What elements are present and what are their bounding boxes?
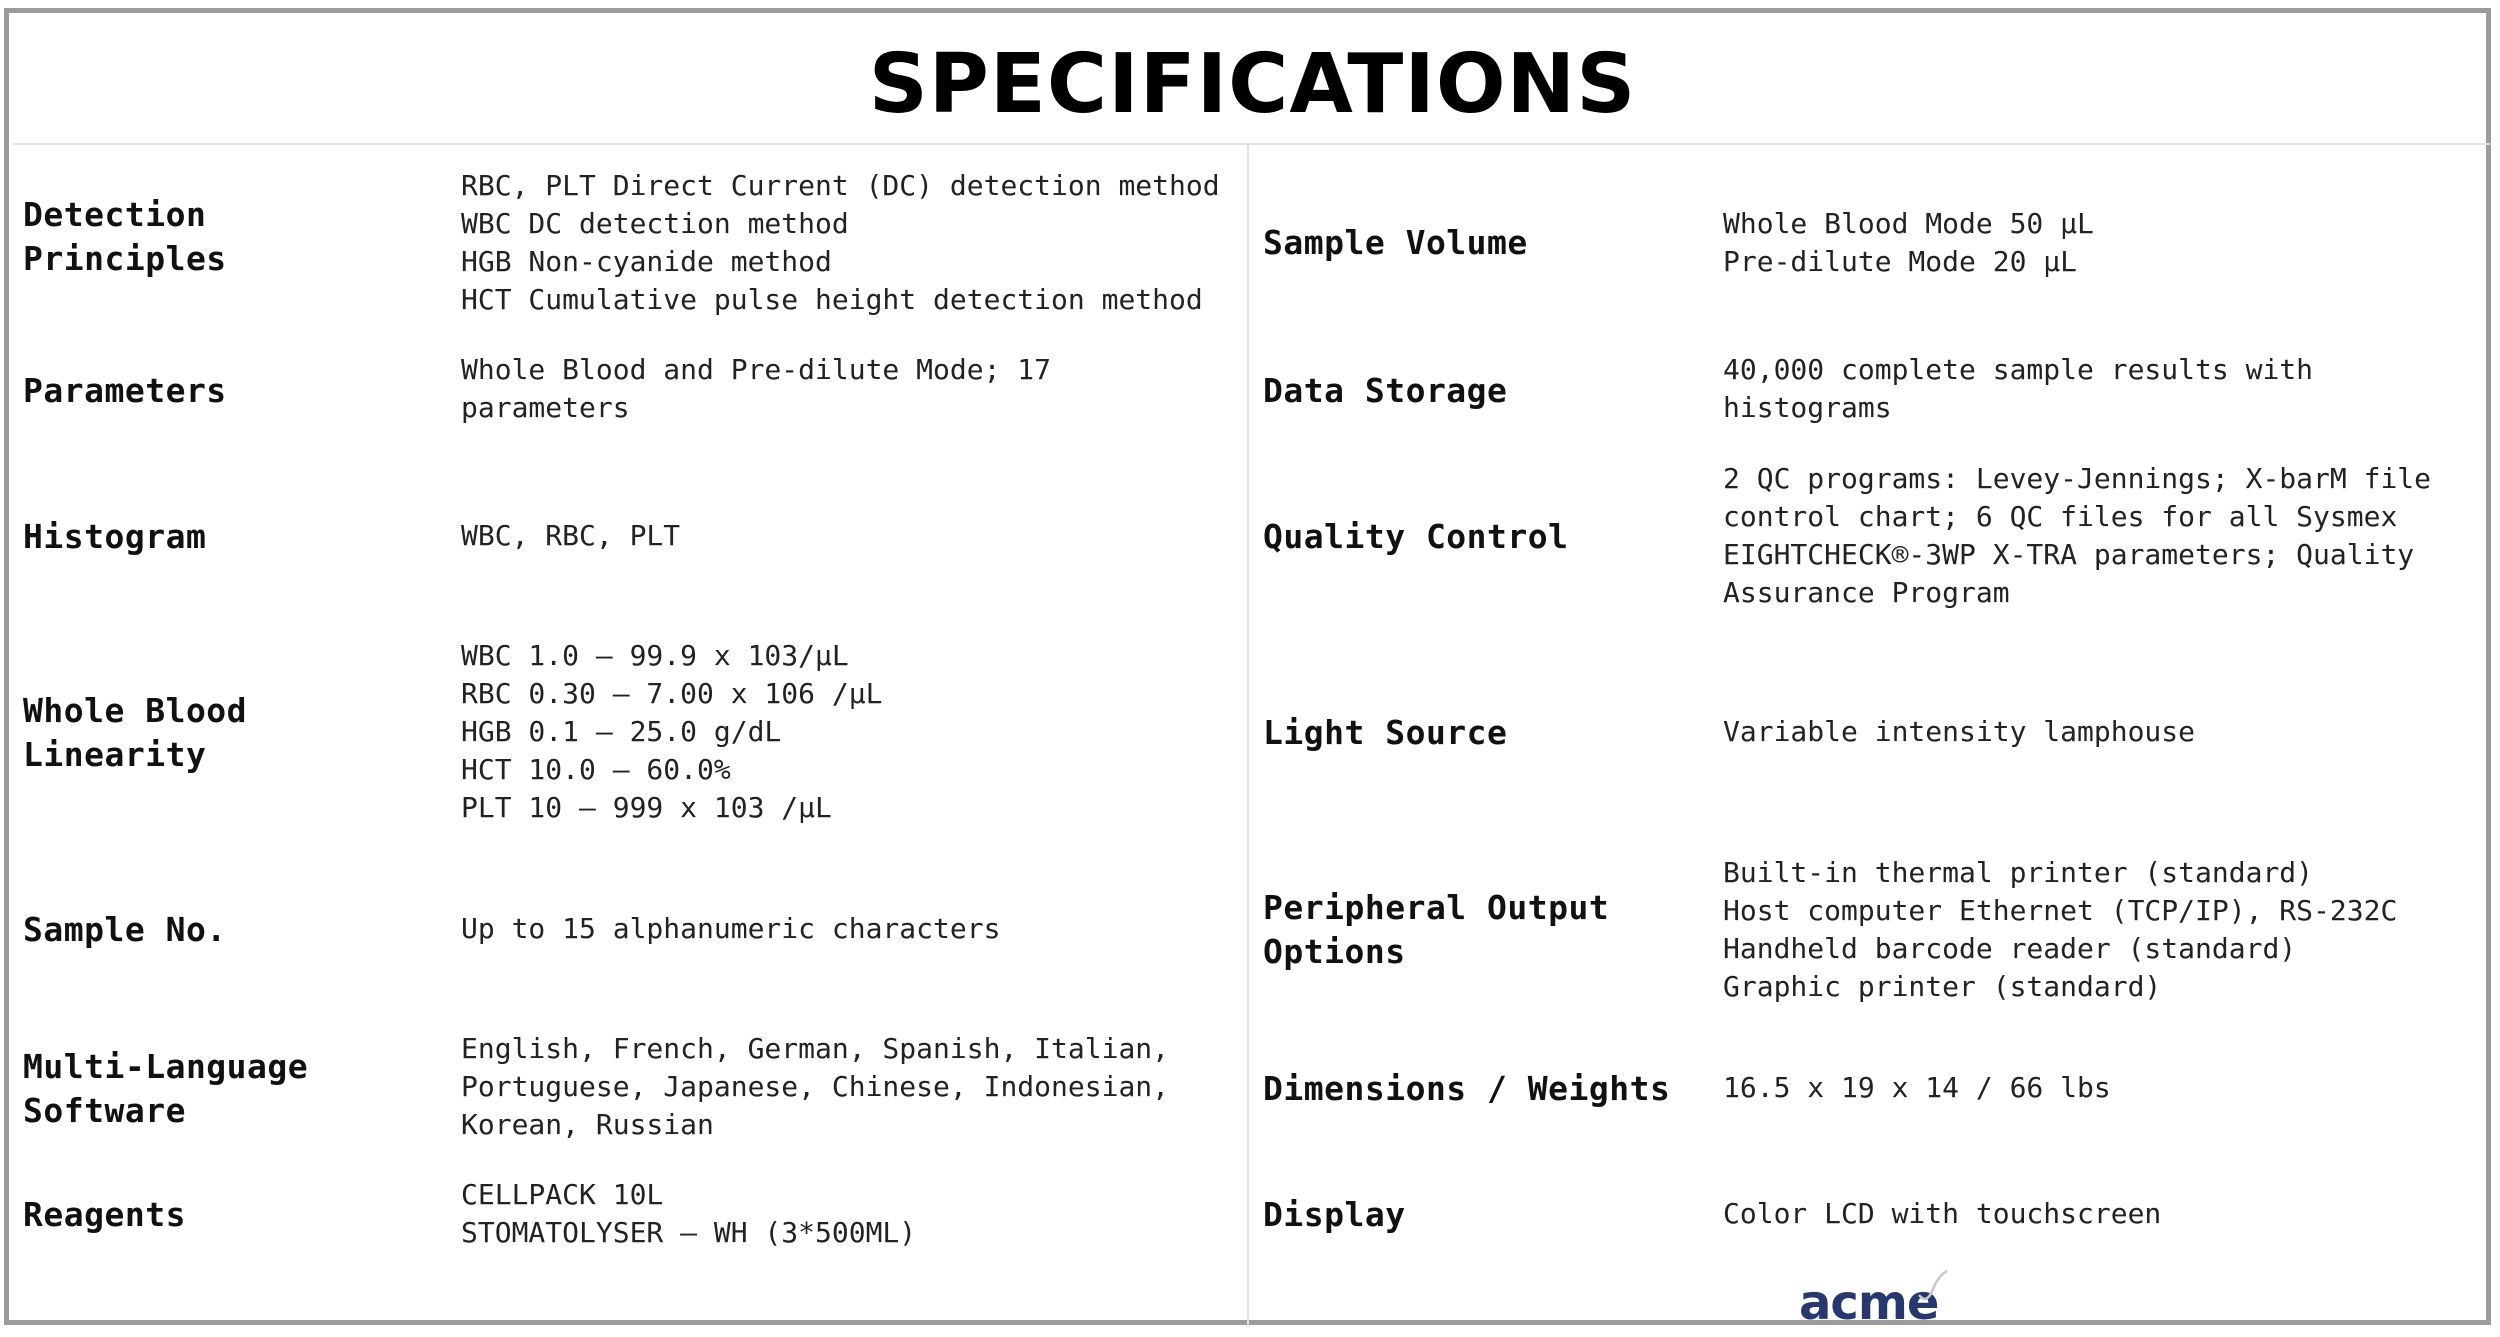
spec-value bbox=[461, 167, 1220, 319]
value-line: English, French, German, Spanish, Italian, bbox=[461, 1032, 1170, 1065]
value-line: WBC DC detection method bbox=[461, 207, 849, 240]
spec-label bbox=[23, 515, 443, 559]
label-line: Data Storage bbox=[1263, 371, 1508, 410]
value-line: RBC 0.30 – 7.00 x 106 /µL bbox=[461, 677, 883, 710]
spec-value bbox=[1723, 854, 2397, 1006]
value-line: CELLPACK 10L bbox=[461, 1178, 664, 1211]
logo-swoosh-icon bbox=[1911, 1265, 1971, 1315]
page-title: SPECIFICATIONS bbox=[868, 37, 1637, 132]
spec-value bbox=[1723, 1195, 2161, 1233]
column-divider bbox=[1247, 145, 1249, 1327]
value-line: RBC, PLT Direct Current (DC) detection method bbox=[461, 169, 1220, 202]
value-line: EIGHTCHECK®-3WP X-TRA parameters; Quality bbox=[1723, 538, 2415, 571]
value-line: HGB 0.1 – 25.0 g/dL bbox=[461, 715, 782, 748]
value-line: HCT Cumulative pulse height detection method bbox=[461, 283, 1203, 316]
spec-label bbox=[1263, 221, 1703, 265]
label-line: Software bbox=[23, 1091, 186, 1130]
value-line: control chart; 6 QC files for all Sysmex bbox=[1723, 500, 2398, 533]
value-line: Color LCD with touchscreen bbox=[1723, 1197, 2162, 1230]
value-line: Graphic printer (standard) bbox=[1723, 970, 2162, 1003]
spec-value bbox=[461, 637, 882, 827]
value-line: HGB Non-cyanide method bbox=[461, 245, 832, 278]
label-line: Detection bbox=[23, 195, 207, 234]
spec-value bbox=[461, 351, 1051, 427]
spec-label bbox=[1263, 1193, 1703, 1237]
label-line: Whole Blood bbox=[23, 691, 248, 730]
value-line: Host computer Ethernet (TCP/IP), RS-232C bbox=[1723, 894, 2398, 927]
value-line: Korean, Russian bbox=[461, 1108, 714, 1141]
label-line: Light Source bbox=[1263, 713, 1508, 752]
value-line: parameters bbox=[461, 391, 630, 424]
spec-sheet bbox=[4, 8, 2491, 1331]
title-divider bbox=[13, 143, 2490, 145]
value-line: Up to 15 alphanumeric characters bbox=[461, 912, 1001, 945]
value-line: Whole Blood Mode 50 µL bbox=[1723, 207, 2094, 240]
spec-value bbox=[461, 910, 1000, 948]
value-line: 2 QC programs: Levey-Jennings; X-barM file bbox=[1723, 462, 2432, 495]
spec-label bbox=[1263, 711, 1703, 755]
label-line: Multi-Language bbox=[23, 1047, 309, 1086]
spec-label bbox=[1263, 515, 1703, 559]
label-line: Sample Volume bbox=[1263, 223, 1528, 262]
value-line: WBC 1.0 – 99.9 x 103/µL bbox=[461, 639, 849, 672]
label-line: Sample No. bbox=[23, 910, 227, 949]
spec-value bbox=[1723, 1069, 2111, 1107]
spec-value bbox=[461, 1176, 916, 1252]
value-line: HCT 10.0 – 60.0% bbox=[461, 753, 731, 786]
value-line: histograms bbox=[1723, 391, 1892, 424]
value-line: Assurance Program bbox=[1723, 576, 2010, 609]
label-line: Peripheral Output bbox=[1263, 888, 1610, 927]
value-line: 40,000 complete sample results with bbox=[1723, 353, 2314, 386]
spec-value bbox=[1723, 205, 2094, 281]
value-line: STOMATOLYSER – WH (3*500ML) bbox=[461, 1216, 917, 1249]
label-line: Options bbox=[1263, 932, 1406, 971]
value-line: 16.5 x 19 x 14 / 66 lbs bbox=[1723, 1071, 2111, 1104]
value-line: PLT 10 – 999 x 103 /µL bbox=[461, 791, 832, 824]
value-line: WBC, RBC, PLT bbox=[461, 519, 681, 552]
spec-label bbox=[23, 1193, 443, 1237]
value-line: Variable intensity lamphouse bbox=[1723, 715, 2196, 748]
value-line: Portuguese, Japanese, Chinese, Indonesian, bbox=[461, 1070, 1170, 1103]
spec-label bbox=[1263, 886, 1703, 974]
spec-value bbox=[461, 1030, 1169, 1144]
spec-label bbox=[23, 689, 443, 777]
logo-wordmark: acme bbox=[1799, 1275, 1939, 1331]
spec-label bbox=[1263, 1067, 1703, 1111]
label-line: Principles bbox=[23, 239, 227, 278]
label-line: Reagents bbox=[23, 1195, 186, 1234]
label-line: Dimensions / Weights bbox=[1263, 1069, 1671, 1108]
value-line: Handheld barcode reader (standard) bbox=[1723, 932, 2297, 965]
label-line: Parameters bbox=[23, 371, 227, 410]
spec-value bbox=[1723, 351, 2313, 427]
spec-label bbox=[23, 193, 443, 281]
spec-value bbox=[461, 517, 680, 555]
spec-value bbox=[1723, 713, 2195, 751]
spec-label bbox=[1263, 369, 1703, 413]
acme-logo bbox=[1799, 1275, 1969, 1335]
label-line: Quality Control bbox=[1263, 517, 1569, 556]
value-line: Pre-dilute Mode 20 µL bbox=[1723, 245, 2078, 278]
spec-label bbox=[23, 908, 443, 952]
spec-label bbox=[23, 369, 443, 413]
spec-label bbox=[23, 1045, 443, 1133]
label-line: Histogram bbox=[23, 517, 207, 556]
label-line: Linearity bbox=[23, 735, 207, 774]
value-line: Whole Blood and Pre-dilute Mode; 17 bbox=[461, 353, 1052, 386]
value-line: Built-in thermal printer (standard) bbox=[1723, 856, 2314, 889]
label-line: Display bbox=[1263, 1195, 1406, 1234]
spec-value bbox=[1723, 460, 2431, 612]
